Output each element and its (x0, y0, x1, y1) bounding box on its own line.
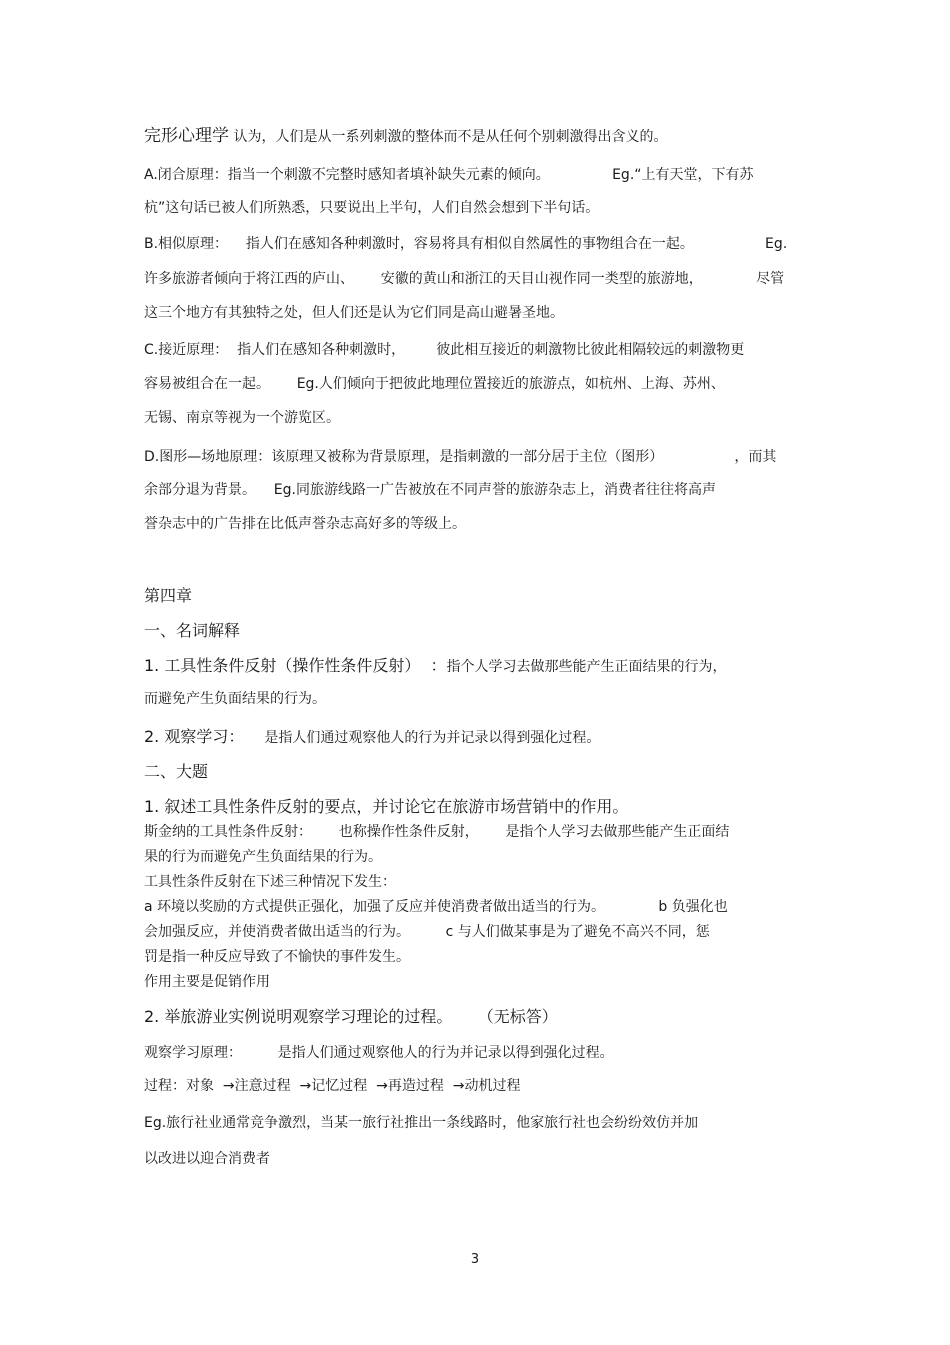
question-1-answer-line-3: 工具性条件反射在下述三种情况下发生： (144, 874, 396, 890)
definition-1-text: 指个人学习去做那些能产生正面结果的行为， (446, 659, 727, 675)
closure-principle-line-1: A.闭合原理：指当一个刺激不完整时感知者填补缺失元素的倾向。 Eg.“上有天堂，下有苏 (144, 167, 754, 183)
chapter-title: 第四章 (144, 586, 193, 605)
question-1-answer-line-1: 斯金纳的工具性条件反射： 也称操作性条件反射， 是指个人学习去做那些能产生正面结 (144, 824, 730, 840)
proximity-principle-line-3: 无锡、南京等视为一个游览区。 (144, 410, 340, 426)
similarity-principle-line-1: B.相似原理： 指人们在感知各种刺激时，容易将具有相似自然属性的事物组合在一起。 Eg. (144, 236, 788, 252)
figure-ground-principle-line-2: 余部分退为背景。 Eg.同旅游线路一广告被放在不同声誉的旅游杂志上，消费者往往将高声 (144, 482, 716, 498)
definition-1 (144, 658, 727, 674)
figure-ground-principle-line-3: 誉杂志中的广告排在比低声誉杂志高好多的等级上。 (144, 516, 466, 532)
proximity-principle-line-1: C.接近原理： 指人们在感知各种刺激时， 彼此相互接近的刺激物比彼此相隔较远的刺激物更 (144, 342, 745, 358)
definition-1-term: 1. 工具性条件反射（操作性条件反射） ： (144, 656, 447, 675)
question-2-answer-line-1: 观察学习原理： 是指人们通过观察他人的行为并记录以得到强化过程。 (144, 1045, 614, 1061)
definition-1-continued: 而避免产生负面结果的行为。 (144, 691, 326, 707)
question-1-answer-line-6: 罚是指一种反应导致了不愉快的事件发生。 (144, 949, 410, 965)
similarity-principle-line-3: 这三个地方有其独特之处，但人们还是认为它们同是高山避暑圣地。 (144, 305, 564, 321)
question-2-answer-line-4: 以改进以迎合消费者 (144, 1151, 270, 1167)
closure-principle-line-2: 杭”这句话已被人们所熟悉，只要说出上半句，人们自然会想到下半句话。 (144, 200, 600, 216)
question-2-answer-line-3: Eg.旅行社业通常竞争激烈，当某一旅行社推出一条线路时，他家旅行社也会纷纷效仿并加 (144, 1115, 699, 1131)
proximity-principle-line-2: 容易被组合在一起。 Eg.人们倾向于把彼此地理位置接近的旅游点，如杭州、上海、苏州、 (144, 376, 725, 392)
question-1-answer-line-7: 作用主要是促销作用 (144, 974, 270, 990)
question-1-answer-line-4: a 环境以奖励的方式提供正强化，加强了反应并使消费者做出适当的行为。 b 负强化也 (144, 899, 728, 915)
figure-ground-principle-line-1: D.图形—场地原理：该原理又被称为背景原理，是指刺激的一部分居于主位（图形） ，而其 (144, 449, 777, 465)
gestalt-term: 完形心理学 (144, 126, 229, 146)
definition-2-term: 2. 观察学习： (144, 727, 245, 746)
gestalt-intro-text: 认为，人们是从一系列刺激的整体而不是从任何个别刺激得出含义的。 (229, 129, 668, 145)
definition-2-text: 是指人们通过观察他人的行为并记录以得到强化过程。 (264, 730, 601, 746)
definition-2 (144, 729, 600, 745)
section-heading-definitions: 一、名词解释 (144, 621, 241, 640)
section-heading-questions: 二、大题 (144, 762, 209, 781)
question-1-answer-line-5: 会加强反应，并使消费者做出适当的行为。 c 与人们做某事是为了避免不高兴不同，惩 (144, 924, 710, 940)
question-2: 2. 举旅游业实例说明观察学习理论的过程。 （无标答） (144, 1007, 558, 1026)
similarity-principle-line-2: 许多旅游者倾向于将江西的庐山、 安徽的黄山和浙江的天目山视作同一类型的旅游地， 尽管 (144, 271, 785, 287)
page-number: 3 (470, 1252, 480, 1267)
question-2-answer-line-2: 过程：对象 →注意过程 →记忆过程 →再造过程 →动机过程 (144, 1078, 521, 1094)
question-1-answer-line-2: 果的行为而避免产生负面结果的行为。 (144, 849, 382, 865)
gestalt-intro (144, 128, 667, 145)
question-1: 1. 叙述工具性条件反射的要点，并讨论它在旅游市场营销中的作用。 (144, 797, 629, 816)
